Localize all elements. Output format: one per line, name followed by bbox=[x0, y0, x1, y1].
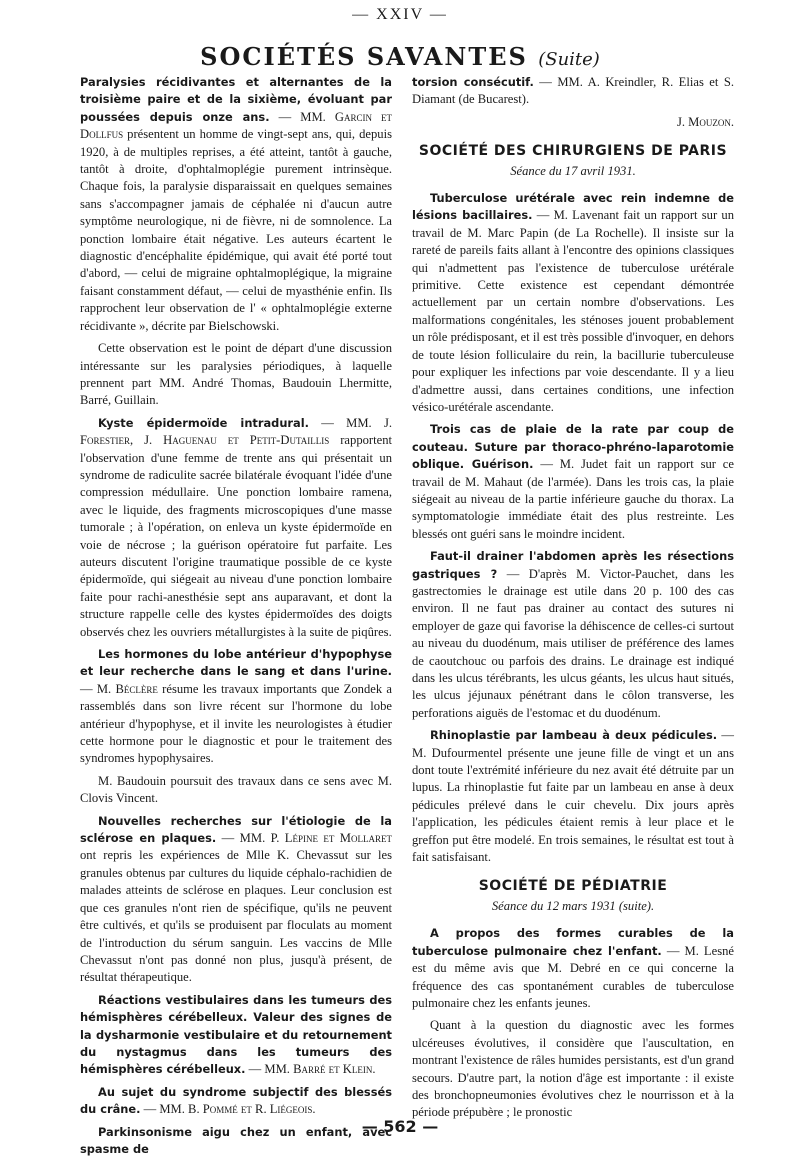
right-column bbox=[412, 74, 734, 1127]
article-heading: Trois cas de plaie de la rate par coup de couteau. Suture par thoraco-phréno-laparotomie oblique. Guérison. bbox=[412, 422, 734, 472]
article-paragraph bbox=[412, 190, 734, 416]
article-heading: torsion consécutif. bbox=[412, 75, 534, 89]
article-paragraph bbox=[412, 925, 734, 1012]
article-authors: — MM. Barré et Klein. bbox=[248, 1062, 376, 1077]
article-heading: Rhinoplastie par lambeau à deux pédicules. bbox=[430, 728, 718, 743]
article-heading: A propos des formes curables de la tuberculose pulmonaire chez l'enfant. bbox=[412, 926, 734, 958]
article-authors: — M. Béclère bbox=[80, 681, 158, 696]
article-body: — M. Dufourmentel présente une jeune fille de vingt et un ans dont toute l'extrémité inférieure du nez avait été détruite par un lupus. La rhinoplastie fut faite par un lambeau en anse à deux pédicules prélevé dans le cuir chevelu. Dix jours après l'application, les pédicules étaient remis à leur place et le greffon put être modelé. En trois semaines, le résultat est tout à fait satisfaisant. bbox=[412, 728, 734, 865]
article-paragraph bbox=[412, 548, 734, 722]
article-heading: Faut-il drainer l'abdomen après les résections gastriques ? bbox=[412, 549, 734, 581]
article-paragraph bbox=[80, 1084, 392, 1119]
article-paragraph bbox=[80, 646, 392, 768]
article-body: rapportent l'observation d'une femme de trente ans qui présentait un syndrome de radiculite sacrée bilatérale évoquant l'idée d'une compression médullaire. Une ponction lombaire ramena, avec le liquide, des fragments microscopiques d'une masse tumorale ; à l'opération, on enleva un kyste épidermoïde en voie de nécrose ; la guérison opératoire fut parfaite. Les auteurs discutent l'origine traumatique possible de ce kyste épidermoïde, qui siégeait au niveau d'une ponction lombaire faite pour rachi-anesthésie sept ans auparavant, et dont la structure rappelle celle des kystes épidermoïdes des doigts observés chez les ouvriers métallurgistes à la suite de piqûres. bbox=[80, 433, 392, 639]
article-paragraph bbox=[80, 74, 392, 335]
article-heading: Tuberculose urétérale avec rein indemne de lésions bacillaires. bbox=[412, 191, 734, 223]
article-paragraph bbox=[412, 421, 734, 543]
article-heading: Réactions vestibulaires dans les tumeurs des hémisphères cérébelleux. Valeur des signes de la dysharmonie vestibulaire et du retournement du nystagmus dans les tumeurs des hémisphères cérébelleux. bbox=[80, 992, 392, 1077]
article-authors: — MM. J. Forestier, J. Haguenau et Petit-Dutaillis bbox=[80, 415, 392, 448]
page-title bbox=[0, 42, 800, 71]
article-body: présentent un homme de vingt-sept ans, qui, depuis 1920, à de multiples reprises, a été atteint, tantôt à gauche, tantôt à droite, d'ophtalmoplégie purement intrinsèque. Chaque fois, la paralysie disparaissait en quelques semaines sans s'accompagner jamais de céphalée ni d'aucun autre symptôme neurologique, ni de fièvre, ni de somnolence. La ponction lombaire était négative. Les auteurs écartent le diagnostic d'encéphalite épidémique, qui avait été porté tout d'abord, — celui de migraine ophtalmoplégique, la migraine faisant constamment défaut, — celui de myasthénie enfin. Ils rapprochent leur observation de l' « ophtalmoplégie externe récidivante », décrite par Bielschowski. bbox=[80, 127, 392, 333]
article-heading: Kyste épidermoïde intradural. bbox=[98, 415, 309, 430]
article-paragraph bbox=[80, 992, 392, 1079]
signature: J. Mouzon. bbox=[676, 114, 734, 129]
section-title: SOCIÉTÉ DE PÉDIATRIE bbox=[478, 878, 668, 895]
article-body: — M. Lesné est du même avis que M. Debré en ce qui concerne la fréquence des cas spontanément curables de tuberculose pulmonaire chez les enfants jeunes. bbox=[412, 943, 735, 1010]
title-main: SOCIÉTÉS SAVANTES bbox=[200, 42, 528, 71]
article-body: — MM. A. Kreindler, R. Elias et S. Diamant (de Bucarest). bbox=[412, 75, 734, 107]
article-body: — M. Judet fait un rapport sur ce travail de M. Mahaut (de l'armée). Dans les trois cas, la plaie siégeait au niveau de la partie inférieure gauche du thorax. La symptomatologie immédiate était des plus restreinte. Les blessés ont guéri sans le moindre incident. bbox=[412, 457, 734, 541]
article-authors: — MM. Garcin et Dollfus bbox=[80, 109, 392, 142]
page-number: — 562 — bbox=[361, 1117, 439, 1136]
article-heading: Au sujet du syndrome subjectif des blessés du crâne. bbox=[80, 1084, 392, 1117]
article-paragraph bbox=[412, 727, 734, 866]
article-paragraph bbox=[80, 415, 392, 641]
article-heading: Les hormones du lobe antérieur d'hypophyse et leur recherche dans le sang et dans l'urine. bbox=[80, 647, 392, 679]
page-roman-numeral: — XXIV — bbox=[352, 6, 448, 23]
article-body: ont repris les expériences de Mlle K. Chevassut sur les granules obtenus par cultures du liquide céphalo-rachidien de malades atteints de sclérose en plaques. Leur conclusion est que ces granules n'ont rien de spécifique, qu'ils ne peuvent être cultivés, et qu'ils se produisent par floculats au moment de l'introduction du sérum sanguin. Les vaccins de Mlle Chevassut n'ont pas donné non plus, jusqu'à présent, de résultat thérapeutique. bbox=[80, 848, 392, 985]
seance-date: Séance du 12 mars 1931 (suite). bbox=[491, 898, 655, 913]
article-body: — M. Lavenant fait un rapport sur un travail de M. Marc Papin (de La Rochelle). Il insiste sur la rareté de pareils faits allant à l'encontre des opinions classiques qui n'admettent pas l'existence de tuberculose urétérale primitive. Cette existence est cependant démontrée actuellement par un certain nombre d'observations. Les malformations congénitales, les sténoses jouent probablement un rôle prédisposant, et il est très possible d'invoquer, en dehors de toute lésion folliculaire du rein, la bacillurie tuberculeuse pour expliquer les infections par voie descendante. Il y a lieu d'admettre aussi, dans certaines conditions, une infection vésico-urétérale ascendante. bbox=[412, 208, 735, 414]
article-heading: Parkinsonisme aigu chez un enfant, avec spasme de bbox=[80, 1124, 392, 1156]
article-paragraph: Cette observation est le point de départ d'une discussion intéressante sur les paralysies périodiques, à laquelle prennent part MM. André Thomas, Baudouin Lhermitte, Barré, Guillain. bbox=[80, 341, 392, 408]
section-title: SOCIÉTÉ DES CHIRURGIENS DE PARIS bbox=[418, 143, 728, 160]
article-body: résume les travaux importants que Zondek a rassemblés dans son livre récent sur l'hormone du lobe antérieur d'hypophyse, et il invite les neurologistes à étudier cette hormone pour le diagnostic et pour le traitement des syndromes hypophysaires. bbox=[80, 681, 392, 766]
left-column bbox=[80, 74, 392, 1163]
article-body: — D'après M. Victor-Pauchet, dans les gastrectomies le drainage est utile dans 20 p. 100 des cas environ. Il ne faut pas drainer au contact des sutures ni employer de gaze qui favorise la déhiscence de celles-ci surtout au niveau du duodénum, mais utiliser de préférence des lames de caoutchouc ou parfois des drains. Le drainage est indiqué dans les ulcus térébrants, les ulcus géants, les ulcus haut situés, les ulcus jéjunaux pénétrant dans le côlon transverse, les perforations aiguës de l'estomac et du duodénum. bbox=[412, 566, 734, 720]
article-paragraph: Quant à la question du diagnostic avec les formes ulcéreuses évolutives, il considère que l'auscultation, en montrant l'existence de râles humides persistants, est d'un grand secours. D'autre part, la notion d'âge est importante : il existe des bronchopneumonies évolutives chez le nourrisson et à la période prépubère ; le pronostic bbox=[412, 1018, 734, 1120]
article-paragraph bbox=[80, 813, 392, 987]
article-paragraph bbox=[412, 74, 734, 109]
title-suite: (Suite) bbox=[538, 49, 600, 70]
article-authors: — MM. P. Lépine et Mollaret bbox=[221, 831, 393, 846]
article-paragraph: M. Baudouin poursuit des travaux dans ce sens avec M. Clovis Vincent. bbox=[80, 773, 392, 806]
seance-date: Séance du 17 avril 1931. bbox=[510, 163, 636, 178]
article-heading: Nouvelles recherches sur l'étiologie de la sclérose en plaques. bbox=[80, 813, 392, 846]
article-heading: Paralysies récidivantes et alternantes de la troisième paire et de la sixième, évoluant par poussées depuis onze ans. bbox=[80, 75, 392, 124]
article-authors: — MM. B. Pommé et R. Liégeois. bbox=[143, 1102, 316, 1117]
